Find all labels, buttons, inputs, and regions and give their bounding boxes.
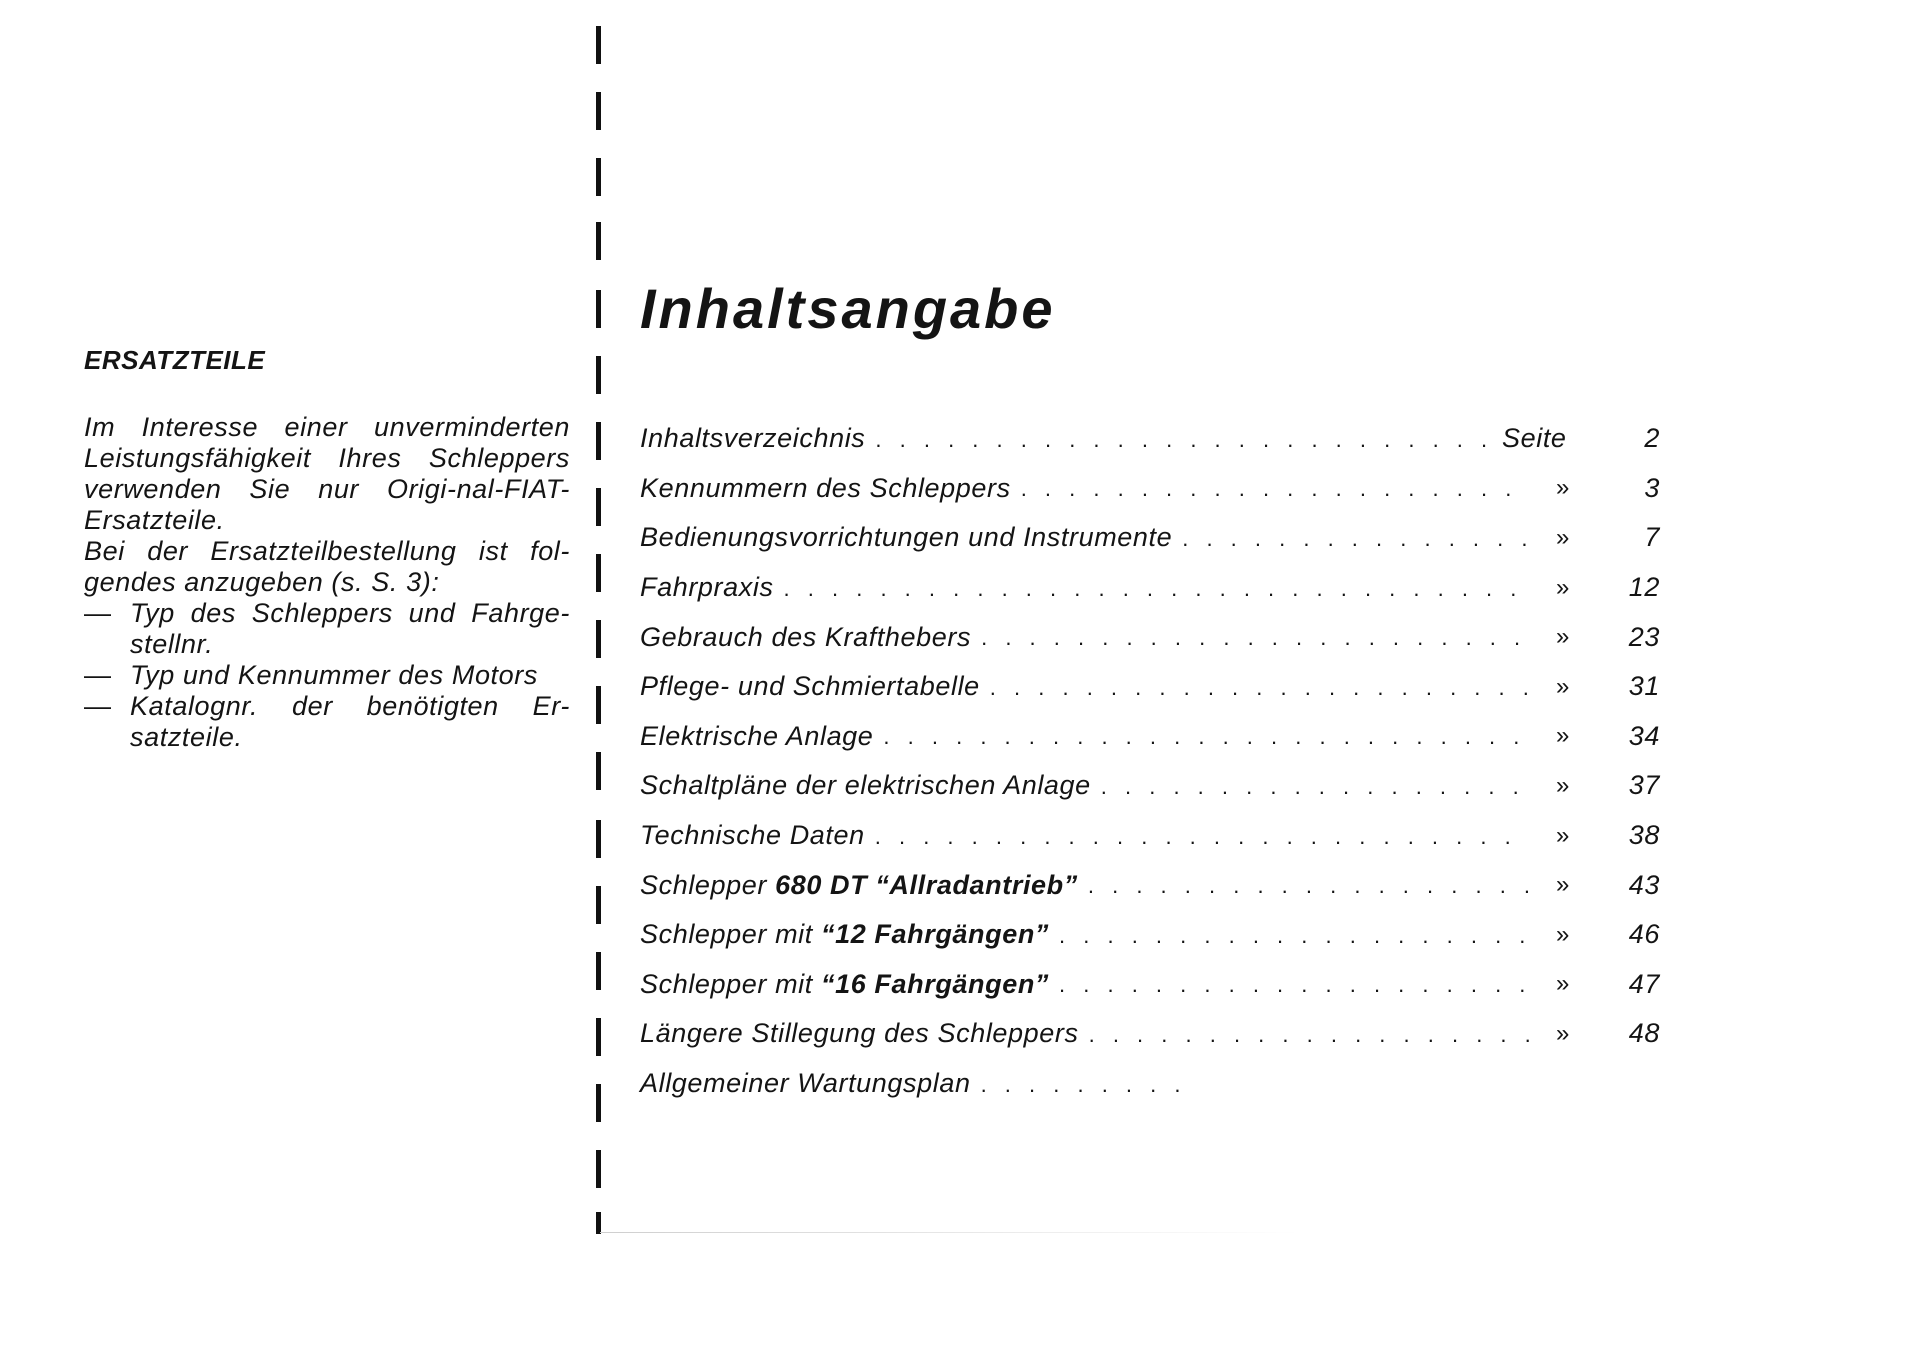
toc-row[interactable] [640, 612, 1660, 662]
toc-page-number: 38 [1628, 820, 1660, 851]
toc-entry-title: Technische Daten [640, 820, 865, 851]
toc-row[interactable] [640, 1009, 1660, 1059]
toc-row[interactable] [640, 712, 1660, 762]
toc-page-number: 46 [1628, 919, 1660, 950]
toc-row[interactable] [640, 662, 1660, 712]
toc-entry-title: Schlepper mit “12 Fahrgängen” [640, 919, 1050, 950]
ditto-mark: » [1556, 771, 1570, 799]
ditto-mark: » [1556, 722, 1570, 750]
leader-dots [990, 673, 1530, 701]
toc-page-label: Seite [1502, 423, 1567, 454]
leader-dots [875, 425, 1498, 453]
toc-row[interactable] [640, 563, 1660, 613]
toc-row[interactable] [640, 811, 1660, 861]
leader-dots [1089, 1020, 1530, 1048]
ditto-mark: » [1556, 821, 1570, 849]
leader-dots [784, 574, 1530, 602]
toc-entry-title: Bedienungsvorrichtungen und Instrumente [640, 522, 1173, 553]
list-item [84, 691, 570, 753]
toc-page-number: 2 [1644, 423, 1660, 454]
toc-row[interactable] [640, 960, 1660, 1010]
ditto-mark: » [1556, 623, 1570, 651]
toc-entry-title: Kennummern des Schleppers [640, 472, 1011, 503]
toc-page-number: 47 [1628, 968, 1660, 999]
toc-page-number: 7 [1644, 522, 1660, 553]
spare-parts-note [84, 345, 570, 753]
leader-dots [1088, 871, 1530, 899]
dash-bullet: — [84, 598, 112, 628]
toc-page-number: 31 [1628, 671, 1660, 702]
toc-page-number: 23 [1628, 621, 1660, 652]
list-item-text: Typ und Kennummer des Motors [130, 660, 538, 690]
ditto-mark: » [1556, 474, 1570, 502]
toc-row[interactable] [640, 761, 1660, 811]
ditto-mark: » [1556, 970, 1570, 998]
toc-entry-title: Pflege- und Schmiertabelle [640, 671, 980, 702]
toc-page-number: 37 [1628, 770, 1660, 801]
toc-page-number: 48 [1628, 1018, 1660, 1049]
toc-row[interactable] [640, 513, 1660, 563]
toc-entry-title: Fahrpraxis [640, 572, 774, 603]
dash-bullet: — [84, 691, 112, 721]
toc-entry-title: Elektrische Anlage [640, 720, 874, 751]
list-item [84, 598, 570, 660]
ditto-mark: » [1556, 573, 1570, 601]
toc-entry-title: Inhaltsverzeichnis [640, 423, 866, 454]
ditto-mark: » [1556, 1019, 1570, 1047]
spare-parts-paragraph: Im Interesse einer unverminderten Leistungsfähigkeit Ihres Schleppers verwenden Sie nur Origi-nal-FIAT-Ersatzteile. [84, 412, 570, 535]
leader-dots [1101, 772, 1530, 800]
toc-entry-title: Schlepper 680 DT “Allradantrieb” [640, 869, 1078, 900]
toc-row[interactable] [640, 860, 1660, 910]
toc-page-number: 34 [1628, 720, 1660, 751]
bottom-edge-rule [600, 1232, 1300, 1233]
toc-row[interactable] [640, 414, 1660, 464]
spare-parts-heading: ERSATZTEILE [84, 345, 266, 375]
toc-row[interactable] [640, 1059, 1660, 1109]
leader-dots [883, 722, 1530, 750]
order-instructions-paragraph: Bei der Ersatzteilbestellung ist fol-gendes anzugeben (s. S. 3): [84, 536, 570, 597]
cut-line-divider [596, 0, 602, 1240]
toc-page-number: 3 [1644, 472, 1660, 503]
toc-entry-title: Schaltpläne der elektrischen Anlage [640, 770, 1091, 801]
leader-dots [1021, 474, 1530, 502]
list-item [84, 660, 570, 691]
leader-dots [1059, 921, 1530, 949]
toc-row[interactable] [640, 910, 1660, 960]
toc-entry-title: Gebrauch des Krafthebers [640, 621, 972, 652]
toc-row[interactable] [640, 464, 1660, 514]
list-item-text: Typ des Schleppers und Fahrge-stellnr. [130, 598, 570, 659]
ditto-mark: » [1556, 920, 1570, 948]
toc-page-number: 12 [1628, 572, 1660, 603]
leader-dots [1182, 524, 1530, 552]
list-item-text: Katalognr. der benötigten Er-satzteile. [130, 691, 570, 752]
page-title: Inhaltsangabe [640, 277, 1056, 340]
ditto-mark: » [1556, 672, 1570, 700]
dash-bullet: — [84, 660, 112, 690]
leader-dots [981, 1070, 1181, 1098]
toc-entry-title: Schlepper mit “16 Fahrgängen” [640, 968, 1050, 999]
leader-dots [1059, 970, 1530, 998]
ditto-mark: » [1556, 523, 1570, 551]
toc-entry-title: Allgemeiner Wartungsplan [640, 1068, 971, 1099]
leader-dots [981, 623, 1530, 651]
toc-entry-title: Längere Stillegung des Schleppers [640, 1018, 1079, 1049]
ditto-mark: » [1556, 871, 1570, 899]
toc-page-number: 43 [1628, 869, 1660, 900]
order-requirements-list [84, 598, 570, 753]
leader-dots [875, 822, 1530, 850]
table-of-contents [640, 414, 1660, 1108]
